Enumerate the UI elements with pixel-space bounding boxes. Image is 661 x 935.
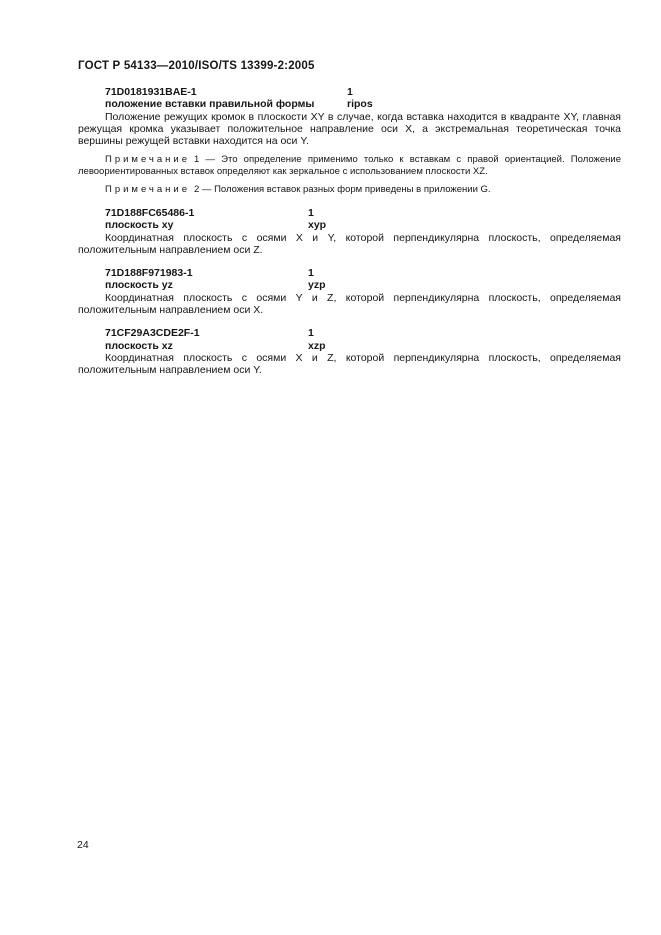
term-code: xyp [308,219,327,232]
note-text: — Это определение применимо только к вставкам с правой ориентацией. Положение левоориентированных вставок определяют как зеркальное с использованием плоскости XZ. [78,154,622,177]
note-number: 1 [194,154,200,166]
term-name-row [78,98,621,110]
term-definition: Координатная плоскость с осями Y и Z, которой перпендикулярна плоскость, определяемая положительным направлением оси X. [78,291,621,317]
term-id: 71CF29A3CDE2F-1 [105,327,200,340]
term-id-row [78,327,621,339]
term-entry-ripos [78,86,621,196]
term-entry-xzp [78,327,621,376]
term-code: yzp [308,279,326,292]
term-name: плоскость xy [105,219,174,232]
term-definition: Координатная плоскость с осями X и Z, которой перпендикулярна плоскость, определяемая положительным направлением оси Y. [78,351,621,377]
term-id-row [78,207,621,219]
term-name: плоскость xz [105,339,173,352]
term-entry-yzp [78,267,621,316]
term-name-row [78,219,621,231]
term-version: 1 [347,86,353,98]
term-definition: Положение режущих кромок в плоскости XY в случае, когда вставка находится в квадранте XY, главная режущая кромка указывает положительное направление оси X, а экстремальная теоретическая точка вершины режущей вставки находится на оси Y. [78,110,621,148]
term-code: ripos [347,98,373,111]
note-label: Примечание [105,184,190,196]
term-note-1 [78,154,621,177]
term-name-row [78,279,621,291]
term-name-row [78,340,621,352]
page-content [78,60,621,377]
term-id-row [78,86,621,98]
note-number: 2 [194,184,200,196]
term-id: 71D0181931BAE-1 [105,86,197,98]
term-id: 71D188FC65486-1 [105,206,195,219]
term-entry-xyp [78,207,621,256]
term-code: xzp [308,339,326,352]
term-definition: Координатная плоскость с осями X и Y, которой перпендикулярна плоскость, определяемая положительным направлением оси Z. [78,231,621,256]
term-id-row [78,267,621,279]
page-number: 24 [77,839,89,851]
term-name: плоскость yz [105,279,173,292]
term-name: положение вставки правильной формы [105,98,315,111]
document-header: ГОСТ Р 54133—2010/ISO/TS 13399-2:2005 [78,60,315,72]
term-note-2 [78,184,621,196]
term-id: 71D188F971983-1 [105,267,193,280]
term-version: 1 [308,327,314,340]
term-version: 1 [308,267,314,280]
term-version: 1 [308,206,314,219]
note-label: Примечание [105,154,190,166]
note-text: — Положения вставок разных форм приведены в приложении G. [201,184,491,196]
